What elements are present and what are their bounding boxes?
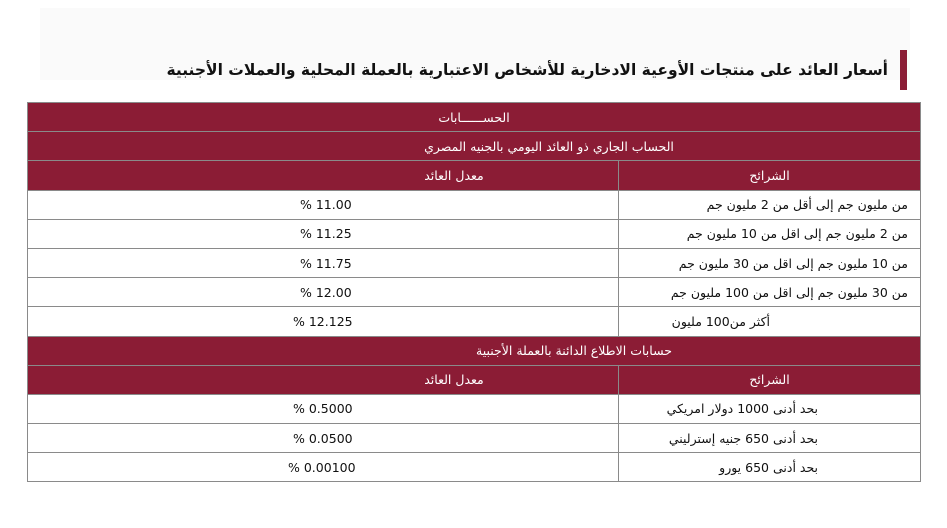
rate-cell: 11.75 % [28, 248, 619, 277]
rate-cell: 12.00 % [28, 278, 619, 307]
table-main-header: الحســــــابات [28, 103, 921, 132]
table-row [28, 424, 921, 453]
table-row [28, 219, 921, 248]
table-row [28, 248, 921, 277]
rate-cell: 0.5000 % [28, 394, 619, 423]
section1-column-header-row [28, 161, 921, 190]
rates-table [27, 102, 921, 482]
section1-title-row [28, 132, 921, 161]
segment-cell: من مليون جم إلى أقل من 2 مليون جم [619, 190, 921, 219]
section2-title-row [28, 336, 921, 365]
rate-cell: 11.25 % [28, 219, 619, 248]
rate-cell: 0.0500 % [28, 424, 619, 453]
section2-col-segment: الشرائح [619, 365, 921, 394]
page-heading [166, 50, 907, 90]
table-row [28, 190, 921, 219]
segment-cell: من 2 مليون جم إلى اقل من 10 مليون جم [619, 219, 921, 248]
rate-cell: 11.00 % [28, 190, 619, 219]
table-main-header-row [28, 103, 921, 132]
segment-cell: بحد أدنى 650 يورو [619, 453, 921, 482]
section2-title-text: حسابات الاطلاع الدائنة بالعملة الأجنبية [476, 343, 672, 359]
rate-cell: 12.125 % [28, 307, 619, 336]
section1-col-rate: معدل العائد [28, 161, 619, 190]
table-row [28, 394, 921, 423]
section1-title-text: الحساب الجاري ذو العائد اليومي بالجنيه المصري [424, 138, 674, 154]
section2-column-header-row [28, 365, 921, 394]
segment-cell: أكثر من100 مليون [619, 307, 921, 336]
page-title: أسعار العائد على منتجات الأوعية الادخارية للأشخاص الاعتبارية بالعملة المحلية والعملات الأجنبية [166, 61, 888, 79]
section2-col-rate: معدل العائد [28, 365, 619, 394]
segment-cell: من 30 مليون جم إلى اقل من 100 مليون جم [619, 278, 921, 307]
segment-cell: بحد أدنى 650 جنيه إسترليني [619, 424, 921, 453]
segment-cell: بحد أدنى 1000 دولار امريكي [619, 394, 921, 423]
table-row [28, 307, 921, 336]
section2-title [28, 336, 921, 365]
table-row [28, 453, 921, 482]
section1-col-segment: الشرائح [619, 161, 921, 190]
table-row [28, 278, 921, 307]
rate-cell: 0.00100 % [28, 453, 619, 482]
segment-cell: من 10 مليون جم إلى اقل من 30 مليون جم [619, 248, 921, 277]
section1-title [28, 132, 921, 161]
heading-accent-bar [900, 50, 907, 90]
